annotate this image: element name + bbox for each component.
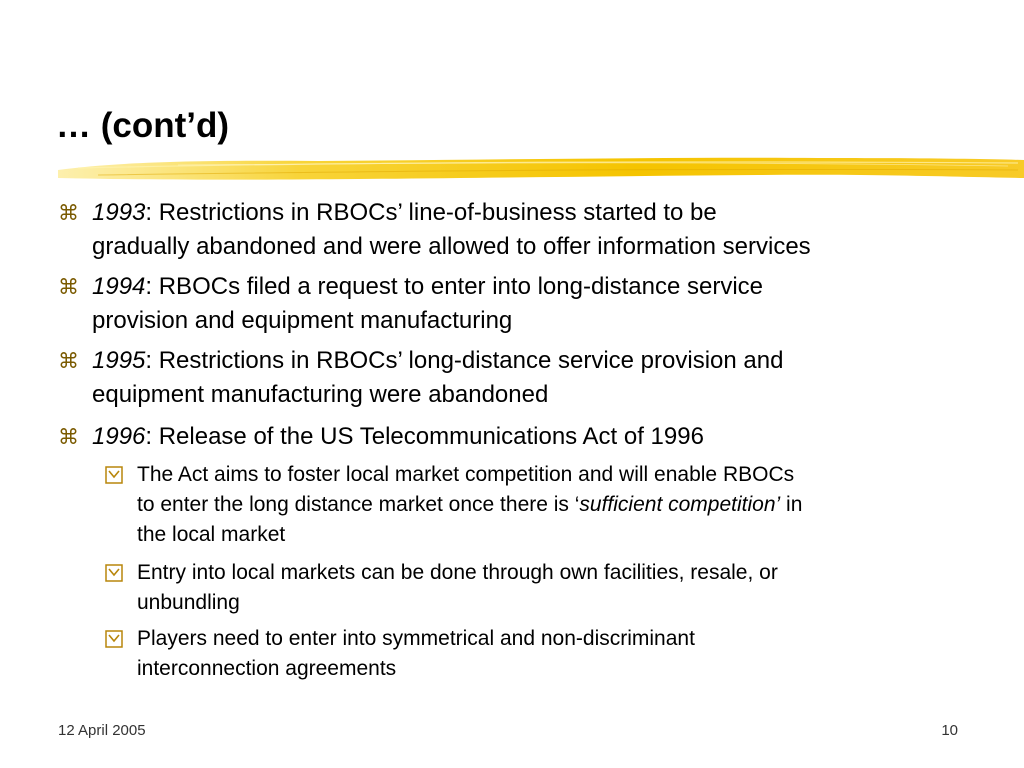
sub-bullet-item-act-aims (137, 460, 967, 550)
bullet-year: 1995 (92, 347, 146, 374)
command-key-icon: ⌘ (58, 275, 79, 299)
slide-title: … (cont’d) (56, 106, 230, 145)
bullet-item-1996 (58, 420, 972, 454)
bullet-text: : Restrictions in RBOCs’ line-of-business started to be (145, 199, 717, 226)
checkbox-icon (105, 630, 123, 648)
bullet-text-continued: provision and equipment manufacturing (92, 307, 513, 334)
sub-bullet-text: Entry into local markets can be done through own facilities, resale, or (137, 561, 778, 584)
footer-date: 12 April 2005 (58, 722, 146, 739)
sub-bullet-text: The Act aims to foster local market competition and will enable RBOCs (137, 463, 795, 486)
sub-bullet-item-players (137, 624, 967, 684)
sub-bullet-text: Players need to enter into symmetrical and non-discriminant (137, 627, 695, 650)
sub-bullet-text-end: in (780, 493, 803, 516)
bullet-text-continued: gradually abandoned and were allowed to offer information services (92, 233, 811, 260)
sub-bullet-text-continued: the local market (137, 523, 286, 546)
sub-bullet-emphasis: sufficient competition’ (579, 493, 781, 516)
sub-bullet-text-continued: to enter the long distance market once there is ‘ (137, 493, 580, 516)
bullet-text: : Restrictions in RBOCs’ long-distance service provision and (145, 347, 784, 374)
command-key-icon: ⌘ (58, 201, 79, 225)
bullet-year: 1993 (92, 199, 146, 226)
command-key-icon: ⌘ (58, 349, 79, 373)
sub-bullet-item-entry (137, 558, 967, 618)
bullet-text: : RBOCs filed a request to enter into long-distance service (145, 273, 764, 300)
bullet-item-1993 (58, 196, 972, 264)
bullet-item-1994 (58, 270, 972, 338)
command-key-icon: ⌘ (58, 425, 79, 449)
bullet-text: : Release of the US Telecommunications Act of 1996 (145, 423, 704, 450)
bullet-year: 1994 (92, 273, 146, 300)
sub-bullet-text-continued: unbundling (137, 591, 240, 614)
footer-page-number: 10 (941, 722, 958, 739)
bullet-year: 1996 (92, 423, 146, 450)
bullet-text-continued: equipment manufacturing were abandoned (92, 381, 549, 408)
checkbox-icon (105, 564, 123, 582)
bullet-item-1995 (58, 344, 972, 412)
checkbox-icon (105, 466, 123, 484)
sub-bullet-text-continued: interconnection agreements (137, 657, 397, 680)
